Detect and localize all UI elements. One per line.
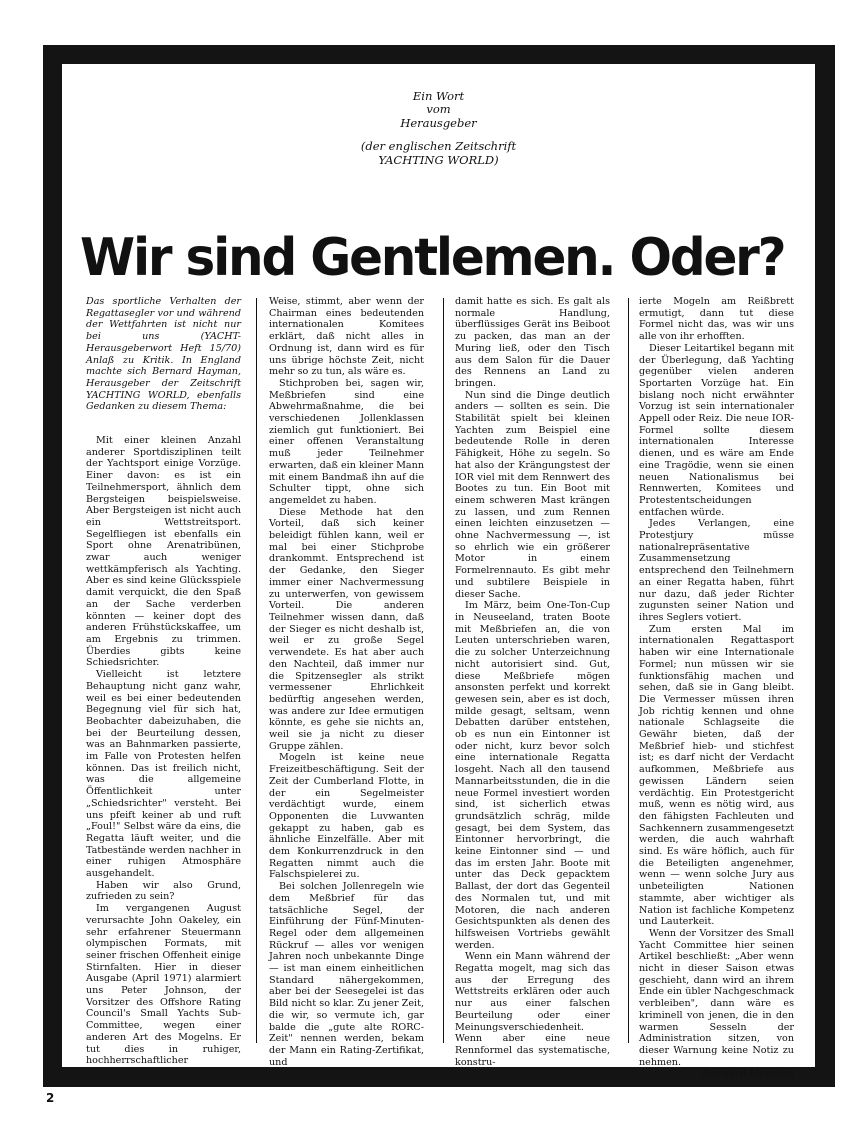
- paragraph: Haben wir also Grund, zufrieden zu sein?: [86, 879, 241, 903]
- paragraph: Mogeln ist keine neue Freizeitbeschäftigung. Seit der Zeit der Cumberland Flotte, in der ein Segelmeister verdächtigt wurde, einem Opponenten die Luvwanten gekappt zu haben, gab es ähnliche Einzelfälle. Aber mit dem Konkurrenzdruck in den Regatten nimmt auch die Falschspielerei zu.: [269, 752, 424, 881]
- paragraph: Wenn der Vorsitzer des Small Yacht Committee hier seinen Artikel beschließt: „Aber wenn nicht in dieser Saison etwas geschieht, dann wird an ihrem Ende ein übler Nachgeschmack verbleiben", dann wäre es kriminell von jenen, die in den warmen Sesseln der Administration sitzen, von dieser Warnung keine Notiz zu nehmen.: [639, 927, 794, 1068]
- paragraph: Im März, beim One-Ton-Cup in Neuseeland, traten Boote mit Meßbriefen an, die von Leuten unterschrieben waren, die zu solcher Unterzeichnung nicht autorisiert sind. Gut, diese Meßbriefe mögen ansonsten perfekt und korrekt gewesen sein, aber es ist doch, milde gesagt, seltsam, wenn Debatten darüber entstehen, ob es nun ein Eintonner ist oder nicht, kurz bevor solch eine internationale Regatta losgeht. Nach all den tausend Mannarbeitsstunden, die in die neue Formel investiert worden sind, ist sicherlich etwas grundsätzlich schräg, milde gesagt, bei dem System, das Eintonner hervorbringt, die keine Eintonner sind — und das im ersten Jahr. Boote mit unter das Deck gepacktem Ballast, der dort das Gegenteil des Normalen tut, und mit Motoren, die nach anderen Gesichtspunkten als denen des hilfsweisen Vortriebs gewählt werden.: [455, 600, 610, 951]
- paragraph: Weise, stimmt, aber wenn der Chairman eines bedeutenden internationalen Komitees erklärt, daß nicht alles in Ordnung ist, dann wird es für uns übrige höchste Zeit, nicht mehr so zu tun, als wäre es.: [269, 296, 424, 378]
- article-body: [80, 296, 804, 1080]
- paragraph: Bei solchen Jollenregeln wie dem Meßbrief für das tatsächliche Segel, der Einführung der Fünf-Minuten-Regel oder dem allgemeinen Rückruf — alles vor wenigen Jahren noch unbekannte Dinge — ist man einem einheitlichen Standard nähergekommen, aber bei der Seesegelei ist das Bild nicht so klar. Zu jener Zeit, die wir, so vermute ich, gar balde die „gute alte RORC-Zeit" nennen werden, bekam der Mann ein Rating-Zertifikat, und: [269, 881, 424, 1068]
- byline-line-1: Ein Wort: [412, 89, 465, 103]
- column-3: [455, 296, 610, 1068]
- paragraph: Stichproben bei, sagen wir, Meßbriefen sind eine Abwehrmaßnahme, die bei verschiedenen Jollenklassen ziemlich gut funktioniert. Bei einer offenen Veranstaltung muß jeder Teilnehmer erwarten, daß ein kleiner Mann mit einem Bandmaß ihn auf die Schulter tippt, ohne sich angemeldet zu haben.: [269, 377, 424, 506]
- author-signature: Bernard Hayman: [702, 1068, 794, 1080]
- intro-paragraph: Das sportliche Verhalten der Regattasegler vor und während der Wettfahrten ist nicht nur bei uns (YACHT-Herausgeberwort Heft 15/70) Anlaß zu Kritik. In England machte sich Bernard Hayman, Herausgeber der Zeitschrift YACHTING WORLD, ebenfalls Gedanken zu diesem Thema:: [86, 296, 241, 413]
- paragraph: Zum ersten Mal im internationalen Regattasport haben wir eine Internationale Formel; nun müssen wir sie funktionsfähig machen und sehen, daß sie in Gang bleibt. Die Vermesser müssen ihren Job richtig kennen und ohne nationale Schlagseite die Gewähr bieten, daß der Meßbrief hieb- und stichfest ist; es darf nicht der Verdacht aufkommen, Meßbriefe aus gewissen Ländern seien verdächtig. Ein Protestgericht muß, wenn es nötig wird, aus den fähigsten Fachleuten und Sachkennern zusammengesetzt werden, die auch wahrhaft sind. Es wäre höflich, auch für die Beteiligten angenehmer, wenn — wenn solche Jury aus unbeteiligten Nationen stammte, aber wichtiger als Nation ist fachliche Kompetenz und Lauterkeit.: [639, 623, 794, 928]
- byline-line-5: YACHTING WORLD): [378, 153, 499, 167]
- byline-line-4: (der englischen Zeitschrift: [360, 139, 517, 153]
- article-headline: Wir sind Gentlemen. Oder?: [80, 227, 785, 288]
- paragraph: Vielleicht ist letztere Behauptung nicht ganz wahr, weil es bei einer bedeutenden Begegnung viel für sich hat, Beobachter dabeizuhaben, die bei der Beurteilung dessen, was an Bahnmarken passierte, im Falle von Protesten helfen können. Das ist freilich nicht, was die allgemeine Öffentlichkeit unter „Schiedsrichter" versteht. Bei uns pfeift keiner ab und ruft „Foul!" Selbst wäre da eins, die Regatta läuft weiter, und die Tatbestände werden nachher in einer ruhigen Atmosphäre ausgehandelt.: [86, 669, 241, 880]
- byline-line-3: Herausgeber: [400, 116, 477, 130]
- page-number: 2: [46, 1091, 55, 1105]
- paragraph: Jedes Verlangen, eine Protestjury müsse nationalrepräsentative Zusammensetzung entsprechend den Teilnehmern an einer Regatta haben, führt nur dazu, daß jeder Richter zugunsten seiner Nation und ihres Seglers votiert.: [639, 518, 794, 623]
- column-2: [269, 296, 424, 1068]
- paragraph: Diese Methode hat den Vorteil, daß sich keiner beleidigt fühlen kann, weil er mal bei einer Stichprobe drankommt. Entsprechend ist der Gedanke, den Sieger immer einer Nachvermessung zu unterwerfen, von gewissem Vorteil. Die anderen Teilnehmer wissen dann, daß der Sieger es nicht deshalb ist, weil er zu große Segel verwendete. Es hat aber auch den Nachteil, daß immer nur die Spitzensegler als strikt vermessener Ehrlichkeit bedürftig angesehen werden, was andere zur Idee ermutigen könnte, es gehe sie nichts an, weil sie ja nicht zu dieser Gruppe zählen.: [269, 506, 424, 752]
- column-4: [639, 296, 794, 1080]
- byline-line-2: vom: [426, 102, 451, 116]
- column-divider: [443, 298, 444, 1043]
- paragraph: Nun sind die Dinge deutlich anders — sollten es sein. Die Stabilität spielt bei kleinen Yachten zum Beispiel eine bedeutende Rolle in deren Fähigkeit, Höhe zu segeln. So hat also der Krängungstest der IOR viel mit dem Rennwert des Bootes zu tun. Ein Boot mit einem schweren Mast krängen zu lassen, und zum Rennen einen leichten einzusetzen — ohne Nachvermessung —, ist so ehrlich wie ein größerer Motor in einem Formelrennauto. Es gibt mehr und subtilere Beispiele in dieser Sache.: [455, 389, 610, 600]
- paragraph: Wenn ein Mann während der Regatta mogelt, mag sich das aus der Erregung des Wettstreits erklären oder auch nur aus einer falschen Beurteilung oder einer Meinungsverschiedenheit. Wenn aber eine neue Rennformel das systematische, konstru-: [455, 951, 610, 1068]
- paragraph: damit hatte es sich. Es galt als normale Handlung, überflüssiges Gerät ins Beiboot zu packen, das man an der Muring ließ, oder den Tisch aus dem Salon für die Dauer des Rennens an Land zu bringen.: [455, 296, 610, 389]
- column-divider: [256, 298, 257, 1043]
- article-panel: [62, 64, 815, 1080]
- column-1: [86, 296, 241, 1067]
- paragraph: ierte Mogeln am Reißbrett ermutigt, dann tut diese Formel nicht das, was wir uns alle von ihr erhofften.: [639, 296, 794, 343]
- paragraph: Mit einer kleinen Anzahl anderer Sportdisziplinen teilt der Yachtsport einige Vorzüge. Einer davon: es ist ein Teilnehmersport, ähnlich dem Bergsteigen beispielsweise. Aber Bergsteigen ist nicht auch ein Wettstreitsport. Segelfliegen ist ebenfalls ein Sport ohne Arenatribünen, zwar auch weniger wettkämpferisch als Yachting. Aber es sind keine Glücksspiele damit verquickt, die den Spaß an der Sache verderben könnten — keiner dopt des anderen Frühstückskaffee, um am Ergebnis zu trimmen. Überdies gibts keine Schiedsrichter.: [86, 435, 241, 669]
- paragraph: Im vergangenen August verursachte John Oakeley, ein sehr erfahrener Steuermann olympischen Formats, mit seiner frischen Offenheit einige Stirnfalten. Hier in dieser Ausgabe (April 1971) alarmiert uns Peter Johnson, der Vorsitzer des Offshore Rating Council's Small Yachts Sub-Committee, wegen einer anderen Art des Mogelns. Er tut dies in ruhiger, hochherrschaftlicher: [86, 903, 241, 1067]
- paragraph: Dieser Leitartikel begann mit der Überlegung, daß Yachting gegenüber vielen anderen Sportarten Vorzüge hat. Ein bislang noch nicht erwähnter Vorzug ist sein internationaler Appell oder Reiz. Die neue IOR-Formel sollte diesem internationalen Interesse dienen, und es wäre am Ende eine Tragödie, wenn sie einen neuen Nationalismus bei Rennwerten, Komitees und Protestentscheidungen entfachen würde.: [639, 342, 794, 518]
- column-divider: [628, 298, 629, 1043]
